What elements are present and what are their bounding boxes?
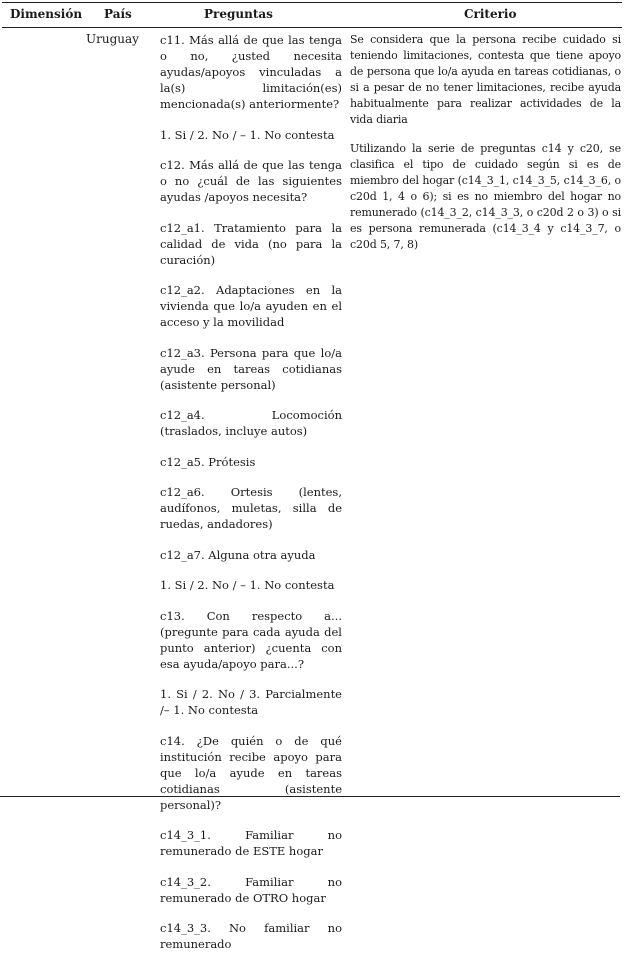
header-pais: País	[104, 7, 132, 21]
criterio-column	[350, 32, 621, 266]
question-c12-a7: c12_a7. Alguna otra ayuda	[160, 547, 316, 562]
question-c11: c11. Más allá de que las tenga o no, ¿usted necesita ayudas/apoyos vinculadas a la(s) limitación(es) mencionada(s) anteriormente?	[160, 33, 342, 111]
cell-pais: Uruguay	[86, 32, 139, 46]
table-bottom-rule	[0, 796, 620, 797]
answer-options: 1. Si / 2. No / 3. Parcialmente /– 1. No contesta	[160, 687, 342, 717]
question-c12-a1: c12_a1. Tratamiento para la calidad de vida (no para la curación)	[160, 220, 342, 267]
question-c14: c14. ¿De quién o de qué institución recibe apoyo para que lo/a ayude en tareas cotidianas (asistente personal)?	[160, 733, 342, 812]
question-c13: c13. Con respecto a... (pregunte para cada ayuda del punto anterior) ¿cuenta con esa ayuda/apoyo para...?	[160, 608, 342, 671]
question-c12-a6: c12_a6. Ortesis (lentes, audífonos, muletas, silla de ruedas, andadores)	[160, 485, 342, 531]
answer-options: 1. Si / 2. No / – 1. No contesta	[160, 127, 335, 142]
question-c12-a5: c12_a5. Prótesis	[160, 454, 256, 469]
table-header	[2, 2, 622, 28]
question-c14-3-3: c14_3_3. No familiar no remunerado	[160, 921, 342, 951]
preguntas-column	[160, 32, 342, 967]
header-preguntas: Preguntas	[204, 7, 273, 21]
question-c12-a3: c12_a3. Persona para que lo/a ayude en tareas cotidianas (asistente personal)	[160, 345, 342, 392]
header-criterio: Criterio	[464, 7, 517, 21]
header-dimension: Dimensión	[10, 7, 83, 21]
question-c12-a4: c12_a4. Locomoción (traslados, incluye autos)	[160, 408, 342, 438]
question-c14-3-2: c14_3_2. Familiar no remunerado de OTRO hogar	[160, 874, 342, 905]
criterio-paragraph: Utilizando la serie de preguntas c14 y c20, se clasifica el tipo de cuidado según si es de miembro del hogar (c14_3_1, c14_3_5, c14_3_6, o c20d 1, 4 o 6); si es no miembro del hogar no remunerado (c14_3_2, c14_3_3, o c20d 2 o 3) o si es persona remunerada (c14_3_4 y c14_3_7, o c20d 5, 7, 8)	[350, 142, 621, 251]
criteria-table	[2, 2, 622, 951]
criterio-paragraph: Se considera que la persona recibe cuidado si teniendo limitaciones, contesta que tiene apoyo de persona que lo/a ayuda en tareas cotidianas, o si a pesar de no tener limitaciones, recibe ayuda habitualmente para realizar actividades de la vida diaria	[350, 33, 621, 126]
question-c12: c12. Más allá de que las tenga o no ¿cuál de las siguientes ayudas /apoyos necesita?	[160, 158, 342, 204]
question-c12-a2: c12_a2. Adaptaciones en la vivienda que lo/a ayuden en el acceso y la movilidad	[160, 283, 342, 329]
answer-options: 1. Si / 2. No / – 1. No contesta	[160, 578, 335, 592]
question-c14-3-1: c14_3_1. Familiar no remunerado de ESTE hogar	[160, 828, 342, 858]
